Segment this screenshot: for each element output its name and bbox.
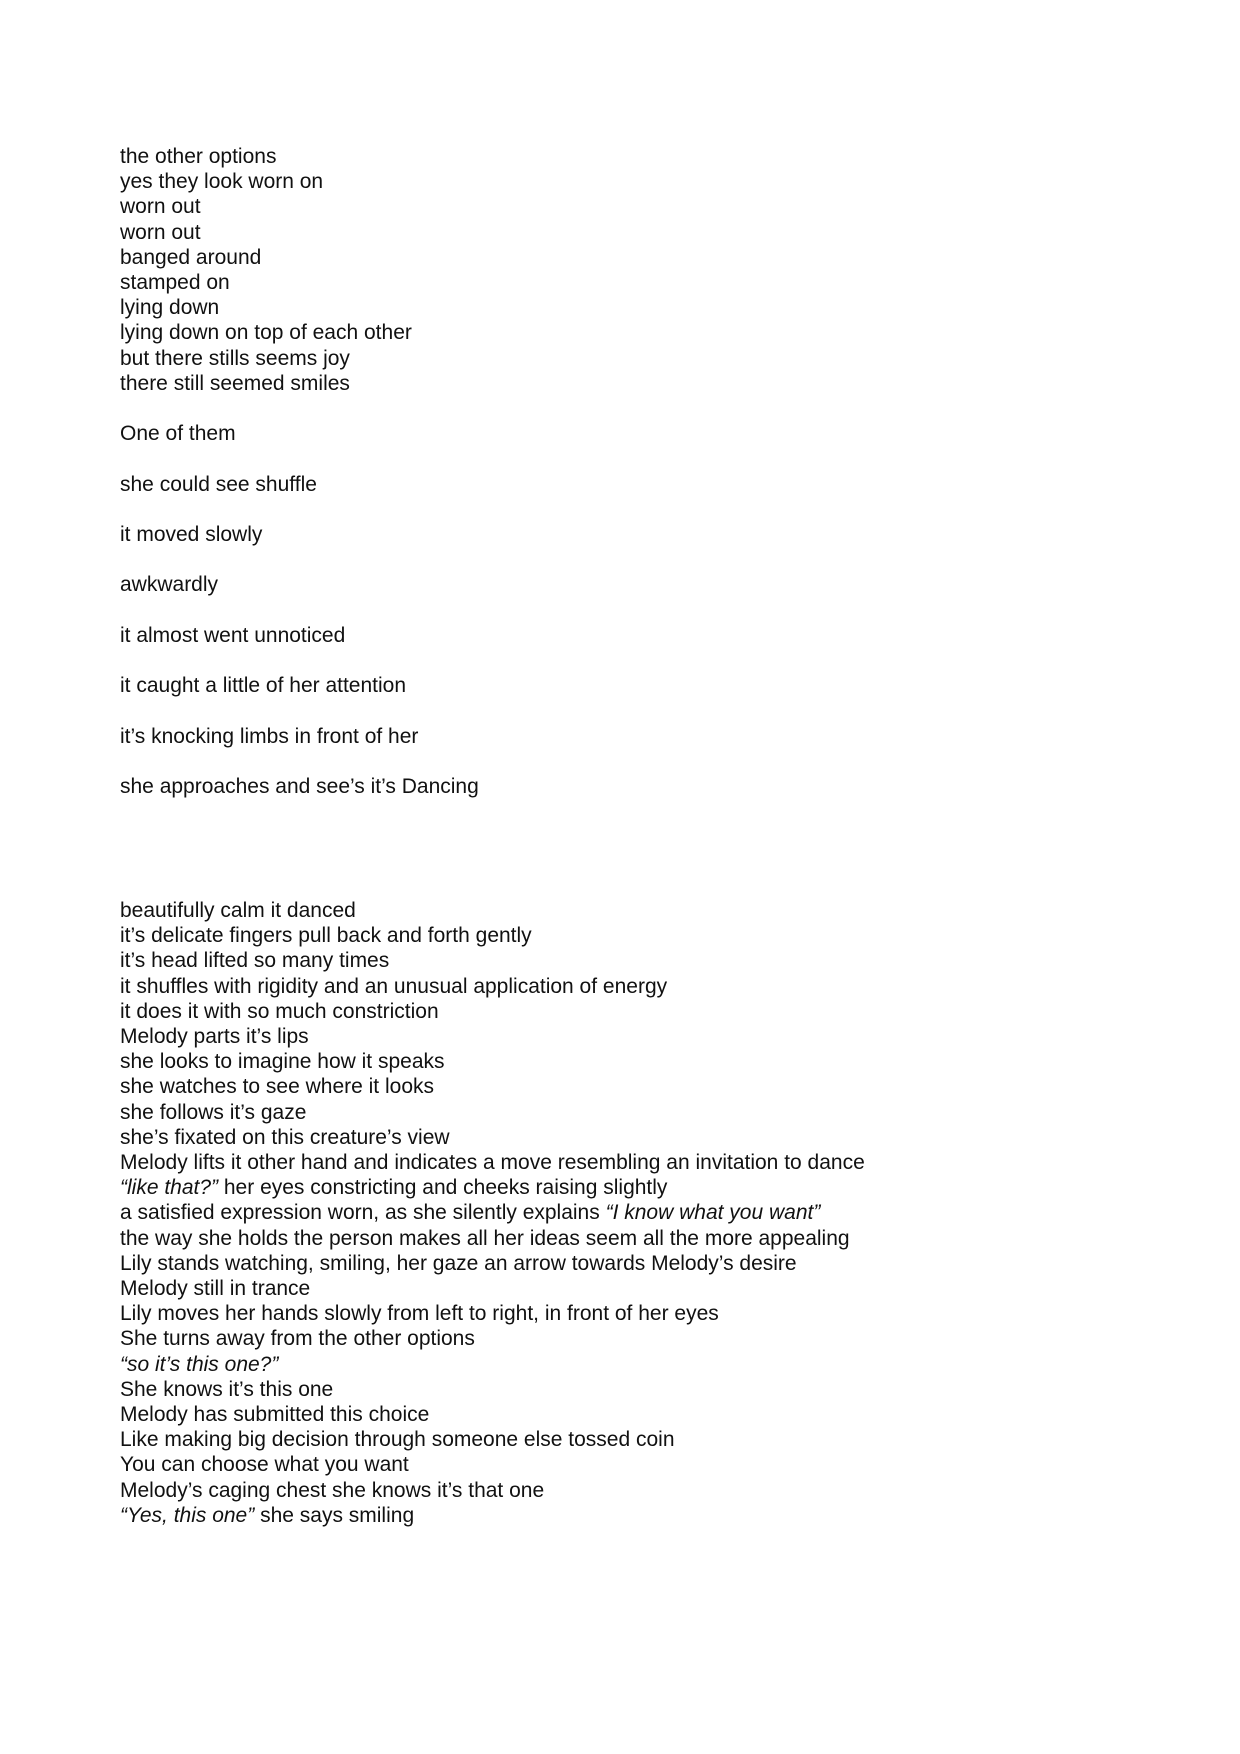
text-line: beautifully calm it danced: [120, 899, 356, 922]
text-line: the other options: [120, 145, 277, 168]
text-line: Like making big decision through someone else tossed coin: [120, 1428, 675, 1452]
text-line: it caught a little of her attention: [120, 674, 407, 698]
line-rest: a satisfied expression worn, as she silently explains: [120, 1201, 606, 1225]
text-line: she follows it’s gaze: [120, 1100, 307, 1124]
text-line: she’s fixated on this creature’s view: [120, 1125, 450, 1149]
poem-section-1: [120, 144, 1160, 799]
text-line: You can choose what you want: [120, 1453, 409, 1477]
text-line: awkwardly: [120, 573, 219, 597]
text-line: it’s head lifted so many times: [120, 949, 390, 973]
stanza-gap: [120, 497, 1160, 522]
text-line: it almost went unnoticed: [120, 623, 346, 647]
text-line: She knows it’s this one: [120, 1377, 334, 1401]
text-line: Melody lifts it other hand and indicates a move resembling an invitation to dance: [120, 1151, 865, 1175]
text-line: Lily stands watching, smiling, her gaze an arrow towards Melody’s desire: [120, 1251, 797, 1275]
text-line: worn out: [120, 195, 201, 219]
line-rest: she says smiling: [254, 1503, 415, 1527]
text-line: Melody has submitted this choice: [120, 1403, 430, 1427]
italic-quote: “I know what you want”: [605, 1201, 821, 1225]
text-line: it does it with so much constriction: [120, 999, 439, 1023]
text-line: worn out: [120, 220, 201, 244]
text-line: she approaches and see’s it’s Dancing: [120, 774, 479, 798]
text-line-like-that: [120, 1175, 1160, 1200]
text-line: Melody still in trance: [120, 1277, 311, 1301]
text-line: the way she holds the person makes all her ideas seem all the more appealing: [120, 1226, 850, 1250]
text-line: she could see shuffle: [120, 472, 317, 496]
text-line: Melody’s caging chest she knows it’s that one: [120, 1478, 545, 1502]
text-line-so-its: “so it’s this one?”: [120, 1352, 279, 1376]
italic-quote: “like that?”: [120, 1176, 219, 1200]
text-line: Melody parts it’s lips: [120, 1025, 309, 1049]
text-line: She turns away from the other options: [120, 1327, 475, 1351]
text-line: it moved slowly: [120, 523, 263, 546]
stanza-gap: [120, 396, 1160, 421]
text-line: lying down on top of each other: [120, 321, 412, 345]
text-line: she watches to see where it looks: [120, 1075, 434, 1099]
line-rest: her eyes constricting and cheeks raising slightly: [218, 1176, 668, 1200]
text-line: lying down: [120, 296, 220, 320]
stanza-gap: [120, 698, 1160, 723]
italic-quote: “Yes, this one”: [120, 1503, 255, 1527]
text-line: but there stills seems joy: [120, 346, 350, 370]
stanza-gap: [120, 749, 1160, 774]
text-line: there still seemed smiles: [120, 371, 350, 395]
text-line: she looks to imagine how it speaks: [120, 1050, 445, 1074]
text-line-yes: [120, 1503, 1160, 1528]
text-line: stamped on: [120, 271, 230, 295]
stanza-gap: [120, 446, 1160, 471]
text-line: One of them: [120, 422, 236, 446]
poem-section-2: [120, 898, 1160, 1528]
text-line: yes they look worn on: [120, 170, 324, 194]
text-line: banged around: [120, 245, 262, 269]
stanza-gap: [120, 598, 1160, 623]
text-line: Lily moves her hands slowly from left to right, in front of her eyes: [120, 1302, 719, 1326]
text-line-satisfied: [120, 1200, 1160, 1225]
stanza-gap: [120, 648, 1160, 673]
text-line: it’s knocking limbs in front of her: [120, 724, 419, 748]
stanza-gap: [120, 547, 1160, 572]
text-line: it’s delicate fingers pull back and forth gently: [120, 924, 532, 948]
text-line: it shuffles with rigidity and an unusual application of energy: [120, 974, 668, 998]
